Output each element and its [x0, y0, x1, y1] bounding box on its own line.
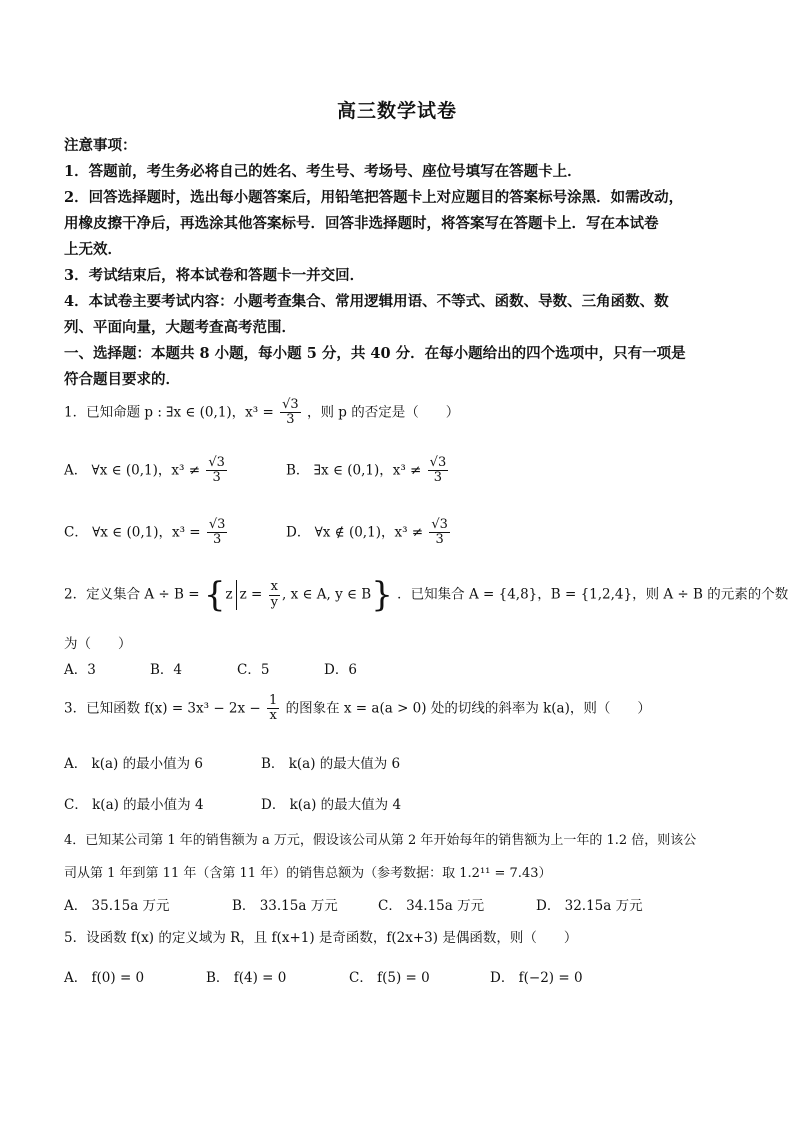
- question-5-option-d: D． f(−2) = 0: [490, 970, 583, 986]
- page-title: 高三数学试卷: [336, 100, 457, 122]
- question-3-stem-pre: 3．已知函数 f(x) = 3x³ − 2x −: [64, 700, 261, 717]
- question-4-stem-line-1: 4．已知某公司第 1 年的销售额为 a 万元，假设该公司从第 2 年开始每年的销售额为上一年的 1.2 倍，则该公: [64, 833, 697, 848]
- notice-line-1: 1．答题前，考生务必将自己的姓名、考生号、考场号、座位号填写在答题卡上．: [64, 163, 582, 180]
- question-3-option-c: C． k(a) 的最小值为 4: [64, 797, 204, 813]
- frac-numerator: √3: [431, 517, 448, 532]
- question-2-stem-post: ．已知集合 A = {4,8}，B = {1,2,4}，则 A ÷ B 的元素的个数: [397, 586, 789, 603]
- frac-denominator: 3: [212, 470, 221, 486]
- question-2-option-d: D．6: [324, 662, 357, 678]
- question-3-option-b: B． k(a) 的最大值为 6: [261, 756, 401, 772]
- notice-line-4b: 列、平面向量，大题考查高考范围．: [64, 319, 296, 336]
- question-1-stem: [64, 398, 459, 428]
- question-5-stem: 5．设函数 f(x) 的定义域为 R，且 f(x+1) 是奇函数，f(2x+3) 是偶函数，则（ ）: [64, 930, 578, 946]
- question-2-stem: [64, 575, 789, 615]
- question-1-option-c: [64, 518, 229, 548]
- question-5-option-a: A． f(0) = 0: [64, 970, 145, 986]
- frac-denominator: 3: [286, 412, 295, 428]
- frac-denominator: x: [269, 708, 277, 724]
- question-4-option-b: B． 33.15a 万元: [232, 898, 338, 914]
- question-3-fraction: [267, 694, 279, 724]
- frac-denominator: y: [270, 594, 278, 610]
- question-3-stem-post: 的图象在 x = a(a > 0) 处的切线的斜率为 k(a)，则（ ）: [285, 700, 651, 717]
- frac-numerator: x: [270, 579, 278, 595]
- option-d-fraction: [429, 518, 450, 548]
- question-1-option-a: [64, 456, 229, 486]
- option-b-text: B． ∃x ∈ (0,1)，x³ ≠: [286, 462, 422, 479]
- option-a-text: A． ∀x ∈ (0,1)，x³ ≠: [64, 462, 201, 479]
- frac-numerator: √3: [208, 517, 226, 532]
- question-2-stem-line-2: 为（ ）: [64, 636, 132, 652]
- section-heading-1: 一、选择题：本题共 8 小题，每小题 5 分，共 40 分．在每小题给出的四个选项中，只有一项是: [64, 345, 686, 362]
- question-2-option-a: A．3: [64, 662, 96, 678]
- set-variable: z: [225, 586, 233, 603]
- question-4-stem-line-2: 司从第 1 年到第 11 年（含第 11 年）的销售总额为（参考数据：取 1.2¹¹ = 7.43）: [64, 866, 552, 881]
- question-2-option-c: C．5: [237, 662, 270, 678]
- question-1-stem-post: ，则 p 的否定是（ ）: [306, 404, 460, 421]
- right-brace-icon: }: [371, 575, 393, 615]
- question-1-stem-pre: 1．已知命题 p : ∃x ∈ (0,1)，x³ =: [64, 404, 274, 421]
- notice-line-4a: 4．本试卷主要考试内容：小题考查集合、常用逻辑用语、不等式、函数、导数、三角函数、数: [64, 293, 669, 310]
- set-divider: [236, 580, 237, 610]
- question-4-option-a: A． 35.15a 万元: [64, 898, 170, 914]
- question-5-option-b: B． f(4) = 0: [206, 970, 287, 986]
- frac-denominator: 3: [213, 532, 222, 548]
- question-1-fraction: [280, 398, 301, 428]
- question-1-option-b: [286, 456, 450, 486]
- question-1-option-d: [286, 518, 452, 548]
- set-condition: , x ∈ A, y ∈ B: [282, 586, 372, 603]
- question-2-stem-pre: 2．定义集合 A ÷ B =: [64, 586, 200, 603]
- frac-denominator: 3: [433, 470, 443, 486]
- question-2-fraction: [269, 580, 280, 610]
- question-4-option-c: C． 34.15a 万元: [378, 898, 485, 914]
- frac-numerator: 1: [269, 693, 278, 708]
- question-4-option-d: D． 32.15a 万元: [536, 898, 643, 914]
- section-heading-2: 符合题目要求的．: [64, 371, 180, 388]
- question-5-option-c: C． f(5) = 0: [349, 970, 430, 986]
- notice-line-3: 3．考试结束后，将本试卷和答题卡一并交回．: [64, 267, 365, 284]
- notice-line-2c: 上无效．: [64, 241, 122, 258]
- frac-numerator: √3: [282, 397, 299, 412]
- option-b-fraction: [428, 456, 449, 486]
- set-equation: z =: [239, 586, 263, 603]
- option-c-fraction: [207, 518, 228, 548]
- question-3-stem: [64, 694, 651, 724]
- question-3-option-a: A． k(a) 的最小值为 6: [64, 756, 203, 772]
- frac-numerator: √3: [208, 455, 225, 470]
- option-d-text: D． ∀x ∉ (0,1)，x³ ≠: [286, 524, 424, 541]
- notice-line-2b: 用橡皮擦干净后，再选涂其他答案标号．回答非选择题时，将答案写在答题卡上．写在本试卷: [64, 215, 659, 232]
- question-3-option-d: D． k(a) 的最大值为 4: [261, 797, 402, 813]
- notice-line-2a: 2．回答选择题时，选出每小题答案后，用铅笔把答题卡上对应题目的答案标号涂黑．如需改动，: [64, 189, 684, 206]
- option-c-text: C． ∀x ∈ (0,1)，x³ =: [64, 524, 201, 541]
- question-2-option-b: B．4: [150, 662, 183, 678]
- frac-numerator: √3: [429, 455, 447, 470]
- option-a-fraction: [206, 456, 227, 486]
- left-brace-icon: {: [203, 575, 226, 615]
- frac-denominator: 3: [435, 532, 444, 548]
- notice-heading: 注意事项：: [64, 137, 137, 154]
